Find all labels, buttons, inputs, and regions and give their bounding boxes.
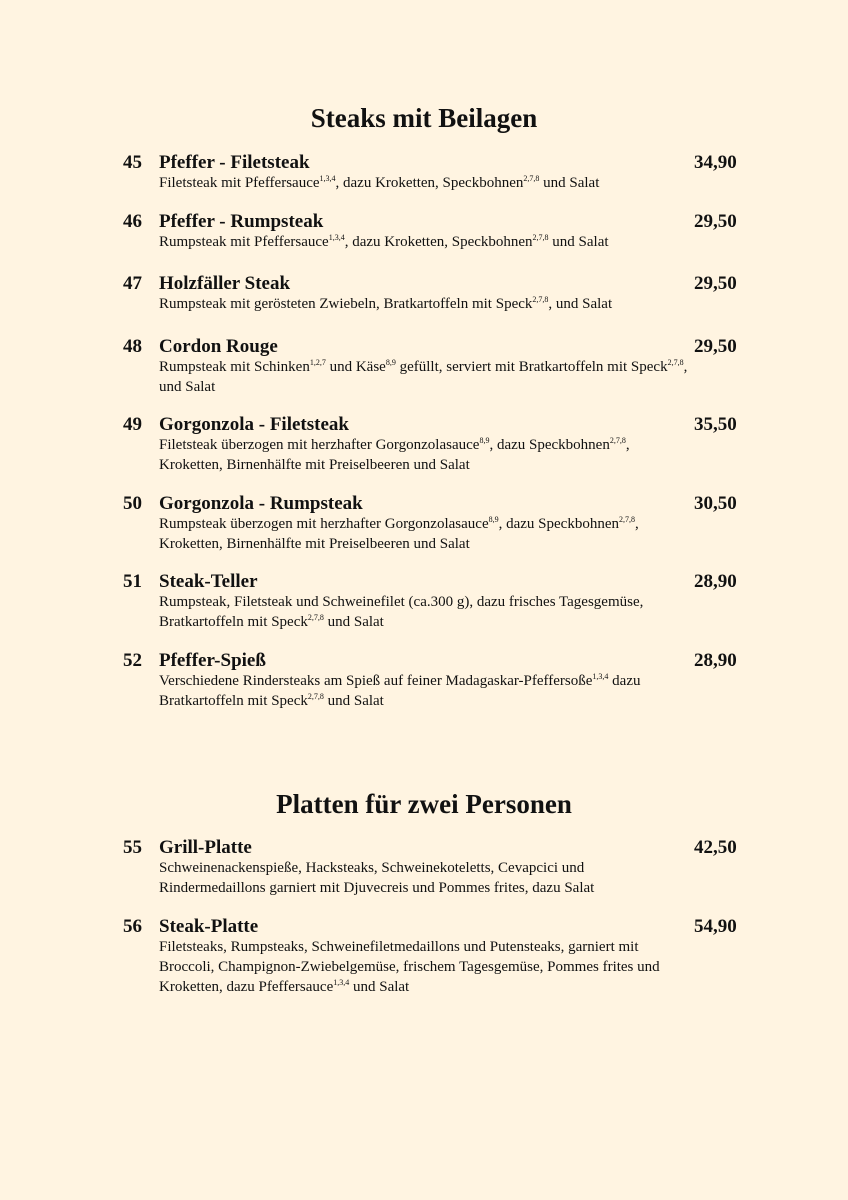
section-steaks [0, 102, 848, 134]
item-name: Gorgonzola - Rumpsteak [159, 493, 363, 514]
allergen-footnote: 2,7,8 [523, 174, 540, 183]
item-description [159, 858, 689, 898]
allergen-footnote: 1,3,4 [319, 174, 336, 183]
description-text: und Salat [323, 614, 384, 630]
allergen-footnote: 8,9 [479, 436, 490, 445]
allergen-footnote: 8,9 [385, 358, 396, 367]
section-title: Platten für zwei Personen [276, 789, 572, 819]
allergen-footnote: 2,7,8 [609, 436, 626, 445]
description-text: , dazu Speckbohnen [489, 437, 610, 453]
description-text: und Salat [548, 234, 609, 250]
allergen-footnote: 2,7,8 [619, 515, 635, 524]
item-number: 56 [123, 916, 142, 937]
description-text: und Käse [325, 359, 386, 375]
item-name: Steak-Teller [159, 571, 258, 592]
item-number: 45 [123, 152, 142, 173]
allergen-footnote: 1,2,7 [309, 358, 326, 367]
allergen-footnote: 1,3,4 [333, 978, 350, 987]
item-price: 29,50 [694, 211, 737, 232]
item-description [159, 435, 689, 475]
allergen-footnote: 2,7,8 [532, 295, 549, 304]
item-price: 29,50 [694, 336, 737, 357]
allergen-footnote: 2,7,8 [307, 613, 324, 622]
description-text: , Kroketten, Birnenhälfte mit Preiselbeeren und Salat [159, 516, 639, 552]
section-title: Steaks mit Beilagen [310, 103, 538, 133]
description-text: Rumpsteak, Filetsteak und Schweinefilet (ca.300 g), dazu frisches Tagesgemüse, Bratkartoffeln mit Speck [159, 594, 644, 630]
description-text: , dazu Kroketten, Speckbohnen [344, 234, 533, 250]
item-name: Steak-Platte [159, 916, 259, 937]
description-text: dazu Bratkartoffeln mit Speck [159, 673, 641, 709]
item-price: 29,50 [694, 273, 737, 294]
item-number: 55 [123, 837, 142, 858]
description-text: Filetsteak überzogen mit herzhafter Gorgonzolasauce [159, 437, 480, 453]
item-name: Cordon Rouge [159, 336, 278, 357]
description-text: Schweinenackenspieße, Hacksteaks, Schweinekoteletts, Cevapcici und Rindermedaillons garniert mit Djuvecreis und Pommes frites, dazu Salat [159, 860, 595, 896]
item-price: 28,90 [694, 650, 737, 671]
item-number: 46 [123, 211, 142, 232]
description-text: Rumpsteak mit Pfeffersauce [159, 234, 329, 250]
description-text: , Kroketten, Birnenhälfte mit Preiselbeeren und Salat [159, 437, 630, 473]
item-name: Holzfäller Steak [159, 273, 291, 294]
item-description [159, 173, 689, 193]
item-number: 49 [123, 414, 142, 435]
item-name: Pfeffer - Filetsteak [159, 152, 310, 173]
description-text: Rumpsteak überzogen mit herzhafter Gorgonzolasauce [159, 516, 489, 532]
allergen-footnote: 2,7,8 [667, 358, 684, 367]
item-description [159, 671, 689, 711]
item-price: 54,90 [694, 916, 737, 937]
item-price: 34,90 [694, 152, 737, 173]
item-price: 35,50 [694, 414, 737, 435]
item-number: 47 [123, 273, 142, 294]
description-text: , dazu Kroketten, Speckbohnen [335, 175, 524, 191]
description-text: Rumpsteak mit gerösteten Zwiebeln, Bratkartoffeln mit Speck [159, 296, 533, 312]
item-description [159, 592, 689, 632]
item-number: 48 [123, 336, 142, 357]
item-description [159, 937, 689, 997]
item-name: Grill-Platte [159, 837, 252, 858]
description-text: Rumpsteak mit Schinken [159, 359, 310, 375]
description-text: , und Salat [548, 296, 613, 312]
description-text: Verschiedene Rindersteaks am Spieß auf feiner Madagaskar-Pfeffersoße [159, 673, 593, 689]
description-text: Filetsteaks, Rumpsteaks, Schweinefiletmedaillons und Putensteaks, garniert mit Broccoli, Champignon-Zwiebelgemüse, frischem Tagesgemüse, Pommes frites und Kroketten, dazu Pfeffersauce [159, 939, 660, 995]
description-text: und Salat [539, 175, 600, 191]
description-text: , dazu Speckbohnen [498, 516, 619, 532]
item-description [159, 294, 689, 314]
item-description [159, 514, 689, 554]
allergen-footnote: 1,3,4 [328, 233, 345, 242]
description-text: und Salat [349, 979, 410, 995]
item-number: 52 [123, 650, 142, 671]
section-platten [0, 788, 848, 820]
description-text: , und Salat [159, 359, 688, 395]
item-description [159, 357, 689, 397]
item-number: 51 [123, 571, 142, 592]
allergen-footnote: 8,9 [488, 515, 499, 524]
allergen-footnote: 2,7,8 [532, 233, 549, 242]
allergen-footnote: 1,3,4 [592, 672, 609, 681]
item-price: 42,50 [694, 837, 737, 858]
description-text: gefüllt, serviert mit Bratkartoffeln mit Speck [395, 359, 668, 375]
item-name: Pfeffer - Rumpsteak [159, 211, 324, 232]
allergen-footnote: 2,7,8 [307, 692, 324, 701]
item-name: Gorgonzola - Filetsteak [159, 414, 349, 435]
description-text: Filetsteak mit Pfeffersauce [159, 175, 320, 191]
item-name: Pfeffer-Spieß [159, 650, 266, 671]
item-price: 30,50 [694, 493, 737, 514]
item-description [159, 232, 689, 252]
item-price: 28,90 [694, 571, 737, 592]
item-number: 50 [123, 493, 142, 514]
description-text: und Salat [323, 693, 384, 709]
